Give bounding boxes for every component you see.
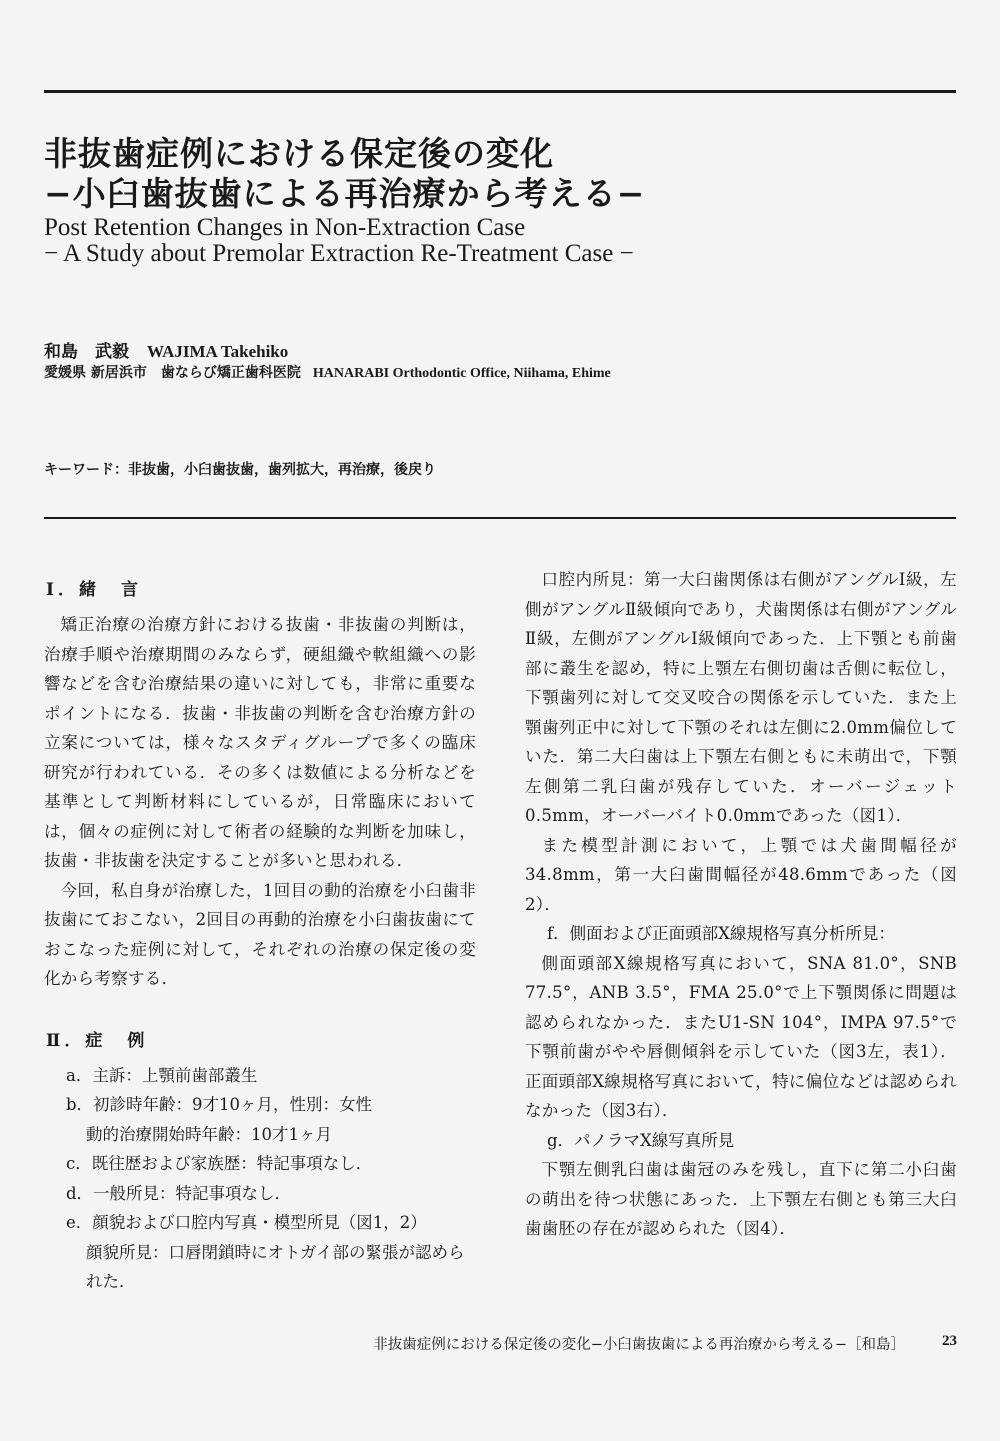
case-item-e-facial-findings: 顔貌所見：口唇閉鎖時にオトガイ部の緊張が認められた． xyxy=(86,1242,465,1291)
page-number: 23 xyxy=(942,1333,957,1349)
title-japanese-line2: −小臼歯抜歯による再治療から考える− xyxy=(44,174,646,213)
affiliation-japanese: 愛媛県 新居浜市 歯ならび矯正歯科医院 xyxy=(44,365,301,381)
section-heading-introduction: Ⅰ．緒 言 xyxy=(46,580,142,600)
section-heading-case: Ⅱ．症 例 xyxy=(46,1030,149,1051)
keywords: キーワード：非抜歯，小臼歯抜歯，歯列拡大，再治療，後戻り xyxy=(44,462,436,478)
case-item-f: f．側面および正面頭部X線規格写真分析所見： xyxy=(547,924,895,943)
case-item-c: c．既往歴および家族歴：特記事項なし． xyxy=(66,1154,373,1173)
title-english-line1: Post Retention Changes in Non-Extraction Case xyxy=(44,214,526,241)
case-item-b: b．初診時年齢：9才10ヶ月，性別：女性 xyxy=(66,1095,373,1114)
affiliation-english: HANARABI Orthodontic Office, Niihama, Ehime xyxy=(312,366,611,381)
model-measurement-paragraph: また模型計測において，上顎では犬歯間幅径が34.8mm，第一大臼歯間幅径が48.6mmであった（図2）． xyxy=(525,835,957,914)
intraoral-findings-paragraph: 口腔内所見：第一大臼歯関係は右側がアングルⅠ級，左側がアングルⅡ級傾向であり，犬歯関係は右側がアングルⅡ級，左側がアングルⅠ級傾向であった．上下顎とも前歯部に叢生を認め，特に上顎左右側切歯は舌側に転位し，下顎歯列に対して交叉咬合の関係を示していた．また上顎歯列正中に対して下顎のそれは左側に2.0mm偏位していた．第二大臼歯は上下顎左右側ともに未萌出で，下顎左側第二乳臼歯が残存していた．オーバージェット0.5mm，オーバーバイト0.0mmであった（図1）． xyxy=(525,570,957,825)
panoramic-paragraph: 下顎左側乳臼歯は歯冠のみを残し，直下に第二小臼歯の萌出を待つ状態にあった．上下顎左右側とも第三大臼歯歯胚の存在が認められた（図4）． xyxy=(525,1160,957,1238)
top-rule xyxy=(44,90,956,93)
title-japanese-line1: 非抜歯症例における保定後の変化 xyxy=(44,134,554,173)
cephalometric-paragraph: 側面頭部X線規格写真において，SNA 81.0°，SNB 77.5°，ANB 3.5°，FMA 25.0°で上下顎関係に問題は認められなかった．またU1-SN 104°，IMPA 97.5°で下顎前歯がやや唇側傾斜を示していた（図3左，表1）．正面頭部X線規格写真において，特に偏位などは認められなかった（図3右）． xyxy=(525,953,957,1120)
author-affiliation xyxy=(44,362,611,382)
author-name xyxy=(44,337,288,362)
author-name-japanese: 和島 武毅 xyxy=(44,342,129,362)
introduction-paragraph-2: 今回，私自身が治療した，1回目の動的治療を小臼歯非抜歯にておこない，2回目の再動的治療を小臼歯抜歯にておこなった症例に対して，それぞれの治療の保定後の変化から考察する． xyxy=(44,880,476,988)
section-divider xyxy=(44,517,956,519)
running-title: 非抜歯症例における保定後の変化−小臼歯抜歯による再治療から考える−［和島］ xyxy=(373,1337,905,1353)
case-item-g: g．パノラマX線写真所見 xyxy=(547,1130,735,1150)
author-name-english: WAJIMA Takehiko xyxy=(147,342,289,361)
case-item-a: a．主訴：上顎前歯部叢生 xyxy=(66,1065,258,1085)
case-item-b-continued: 動的治療開始時年齢：10才1ヶ月 xyxy=(86,1124,332,1144)
title-english-line2: − A Study about Premolar Extraction Re-Treatment Case − xyxy=(44,240,634,267)
case-item-e: e．顔貌および口腔内写真・模型所見（図1，2） xyxy=(66,1213,427,1232)
case-item-d: d．一般所見：特記事項なし． xyxy=(66,1183,292,1203)
introduction-paragraph-1: 矯正治療の治療方針における抜歯・非抜歯の判断は，治療手順や治療期間のみならず，硬組織や軟組織への影響などを含む治療結果の違いに対しても，非常に重要なポイントになる．抜歯・非抜歯の判断を含む治療方針の立案については，様々なスタディグループで多くの臨床研究が行われている．その多くは数値による分析などを基準として判断材料にしているが，日常臨床においては，個々の症例に対して術者の経験的な判断を加味し，抜歯・非抜歯を決定することが多いと思われる． xyxy=(44,615,476,870)
right-column xyxy=(525,565,957,1244)
left-column xyxy=(44,575,476,1297)
